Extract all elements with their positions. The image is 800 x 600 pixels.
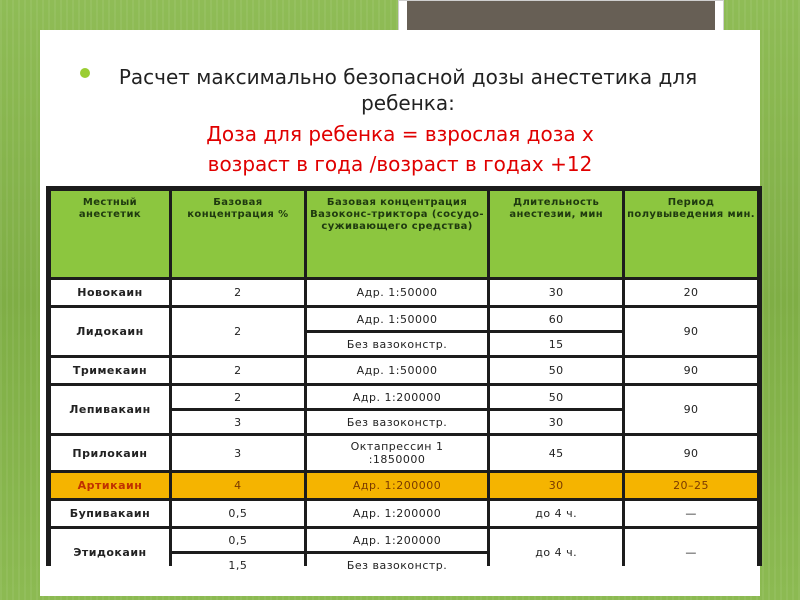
table-row-highlighted [51,473,757,498]
duration-cell: до 4 ч. [490,501,622,526]
header-cell: Местный анестетик [51,191,169,277]
anesthetic-name: Лидокаин [51,308,169,355]
duration-cell: 30 [490,411,622,433]
vasoconstrictor-cell: Адр. 1:50000 [307,358,487,383]
half-life-cell: 90 [625,358,757,383]
slide-title: Расчет максимально безопасной дозы анестетика для ребенка: [118,65,698,115]
concentration-cell: 3 [172,411,304,433]
half-life-cell: 90 [625,436,757,470]
vasoconstrictor-cell: Адр. 1:200000 [307,529,487,551]
anesthetic-name: Артикаин [51,473,169,498]
concentration-cell: 1,5 [172,554,304,576]
concentration-cell: 3 [172,436,304,470]
formula-line-1: Доза для ребенка = взрослая доза х [206,122,594,146]
vasoconstrictor-cell: Адр. 1:200000 [307,473,487,498]
table-row [51,280,757,305]
anesthetic-name: Прилокаин [51,436,169,470]
table-row [51,308,757,330]
anesthetic-name: Новокаин [51,280,169,305]
table-row [51,529,757,551]
concentration-cell: 2 [172,308,304,355]
concentration-cell: 0,5 [172,501,304,526]
formula-line-2: возраст в года /возраст в годах +12 [207,152,593,176]
table-row [51,358,757,383]
table-row [51,501,757,526]
table-header-row [51,191,757,277]
duration-cell: 50 [490,358,622,383]
half-life-cell: — [625,529,757,576]
duration-cell: 15 [490,333,622,355]
concentration-cell: 2 [172,280,304,305]
header-cell: Базовая концентрация Вазоконс-триктора (сосудо-суживающего средства) [307,191,487,277]
anesthetic-table [46,186,762,572]
concentration-cell: 2 [172,358,304,383]
table-row [51,386,757,408]
vasoconstrictor-cell: Без вазоконстр. [307,333,487,355]
header-cell: Длительность анестезии, мин [490,191,622,277]
anesthetic-name: Лепивакаин [51,386,169,433]
duration-cell: 30 [490,473,622,498]
half-life-cell: — [625,501,757,526]
duration-cell: 60 [490,308,622,330]
duration-cell: 50 [490,386,622,408]
table-row [51,436,757,470]
anesthetic-name: Этидокаин [51,529,169,576]
half-life-cell: 90 [625,308,757,355]
header-cell: Период полувыведения мин. [625,191,757,277]
duration-cell: до 4 ч. [490,529,622,576]
vasoconstrictor-cell: Адр. 1:200000 [307,386,487,408]
vasoconstrictor-cell: Адр. 1:50000 [307,308,487,330]
vasoconstrictor-cell: Адр. 1:200000 [307,501,487,526]
half-life-cell: 20 [625,280,757,305]
anesthetic-name: Тримекаин [51,358,169,383]
concentration-cell: 4 [172,473,304,498]
concentration-cell: 2 [172,386,304,408]
vasoconstrictor-cell: Без вазоконстр. [307,554,487,576]
vasoconstrictor-cell: Без вазоконстр. [307,411,487,433]
duration-cell: 30 [490,280,622,305]
duration-cell: 45 [490,436,622,470]
header-cell: Базовая концентрация % [172,191,304,277]
half-life-cell: 20–25 [625,473,757,498]
anesthetic-name: Бупивакаин [51,501,169,526]
concentration-cell: 0,5 [172,529,304,551]
vasoconstrictor-cell: Октапрессин 1 :1850000 [307,436,487,470]
vasoconstrictor-cell: Адр. 1:50000 [307,280,487,305]
half-life-cell: 90 [625,386,757,433]
